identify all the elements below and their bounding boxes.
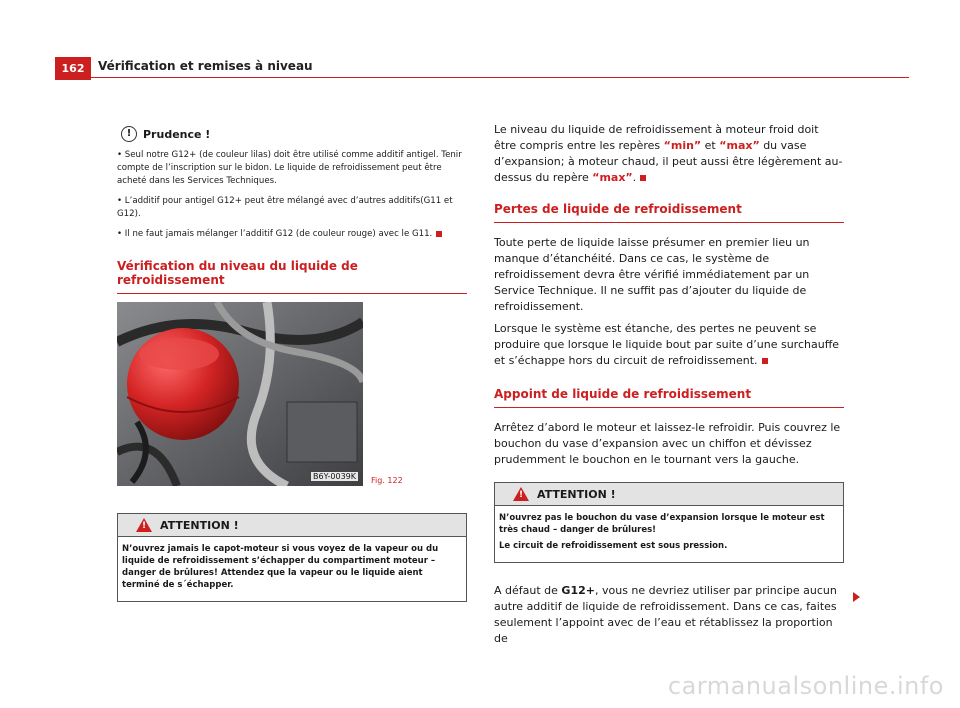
figure-label: B6Y-0039K (310, 471, 359, 482)
warning-text-1: N’ouvrez pas le bouchon du vase d’expansion lorsque le moteur est très chaud – danger de brûlures! (499, 513, 825, 535)
warning-triangle-icon: ! (136, 518, 152, 532)
max-mark-2: “max” (592, 171, 633, 184)
end-mark-icon (640, 175, 646, 181)
section-heading-topup: Appoint de liquide de refroidissement (494, 387, 844, 408)
g12-bold: G12+ (561, 584, 595, 597)
right-warning-box (494, 482, 844, 563)
header-rule (91, 77, 909, 78)
warning-triangle-icon: ! (513, 487, 529, 501)
prudence-item: • Seul notre G12+ (de couleur lilas) doit être utilisé comme additif antigel. Tenir compte de l’inscription sur le bidon. Le liquide de refroidissement peut être acheté dans les Services Techniques. (117, 150, 462, 186)
page-title: Vérification et remises à niveau (98, 59, 313, 73)
losses-paragraph-1: Toute perte de liquide laisse présumer en premier lieu un manque d’étanchéité. Dans ce cas, le système de refroidissement devra être vérifié immédiatement par un Service Technique. Il ne suffit pas d’ajouter du liquide de refroidissement. (494, 236, 810, 313)
exclamation-icon: ! (121, 126, 137, 142)
max-mark: “max” (719, 139, 760, 152)
prudence-title: Prudence ! (143, 127, 211, 141)
watermark: carmanualsonline.info (667, 672, 944, 700)
warning-text: N’ouvrez jamais le capot-moteur si vous voyez de la vapeur ou du liquide de refroidissement s’échapper du compartiment moteur – danger de brûlures! Attendez que la vapeur ou le liquide aient terminé de s´échapper. (122, 544, 439, 590)
warning-title: ATTENTION ! (537, 487, 616, 501)
warning-header (118, 514, 466, 537)
warning-text-2: Le circuit de refroidissement est sous pression. (499, 541, 728, 551)
section-heading-check-level: Vérification du niveau du liquide de refroidissement (117, 259, 467, 294)
page-number: 162 (55, 57, 91, 80)
prudence-item: • L’additif pour antigel G12+ peut être mélangé avec d’autres additifs(G11 et G12). (117, 196, 453, 219)
warning-body (118, 537, 466, 601)
engine-figure (117, 302, 363, 486)
prudence-header (121, 126, 467, 142)
intro-paragraph: Le niveau du liquide de refroidissement à moteur froid doit être compris entre les repères “min” et “max” du vase d’expansion; à moteur chaud, il peut aussi être légèrement au-dessus du repère “max”. (494, 123, 843, 184)
end-mark-icon (436, 231, 442, 237)
warning-header (495, 483, 843, 506)
prudence-item: • Il ne faut jamais mélanger l’additif G12 (de couleur rouge) avec le G11. (117, 228, 467, 241)
end-mark-icon (762, 358, 768, 364)
warning-body (495, 506, 843, 562)
warning-title: ATTENTION ! (160, 518, 239, 532)
min-mark: “min” (663, 139, 702, 152)
continue-arrow-icon (853, 592, 860, 602)
right-column (494, 122, 844, 647)
losses-paragraph-2: Lorsque le système est étanche, des pertes ne peuvent se produire que lorsque le liquide bout par suite d’une surchauffe et s’échappe hors du circuit de refroidissement. (494, 322, 840, 367)
figure-caption: Fig. 122 (371, 476, 403, 485)
section-heading-losses: Pertes de liquide de refroidissement (494, 202, 844, 223)
topup-paragraph: Arrêtez d’abord le moteur et laissez-le refroidir. Puis couvrez le bouchon du vase d’expansion avec un chiffon et dévissez prudemment le bouchon en le tournant vers la gauche. (494, 421, 841, 466)
g12-paragraph: A défaut de G12+, vous ne devriez utiliser par principe aucun autre additif de liquide de refroidissement. Dans ce cas, faites seulement l’appoint avec de l’eau et rétablissez la proportion de (494, 584, 837, 645)
left-warning-box (117, 513, 467, 602)
left-column (117, 126, 467, 294)
coolant-reservoir-illustration (117, 302, 363, 486)
